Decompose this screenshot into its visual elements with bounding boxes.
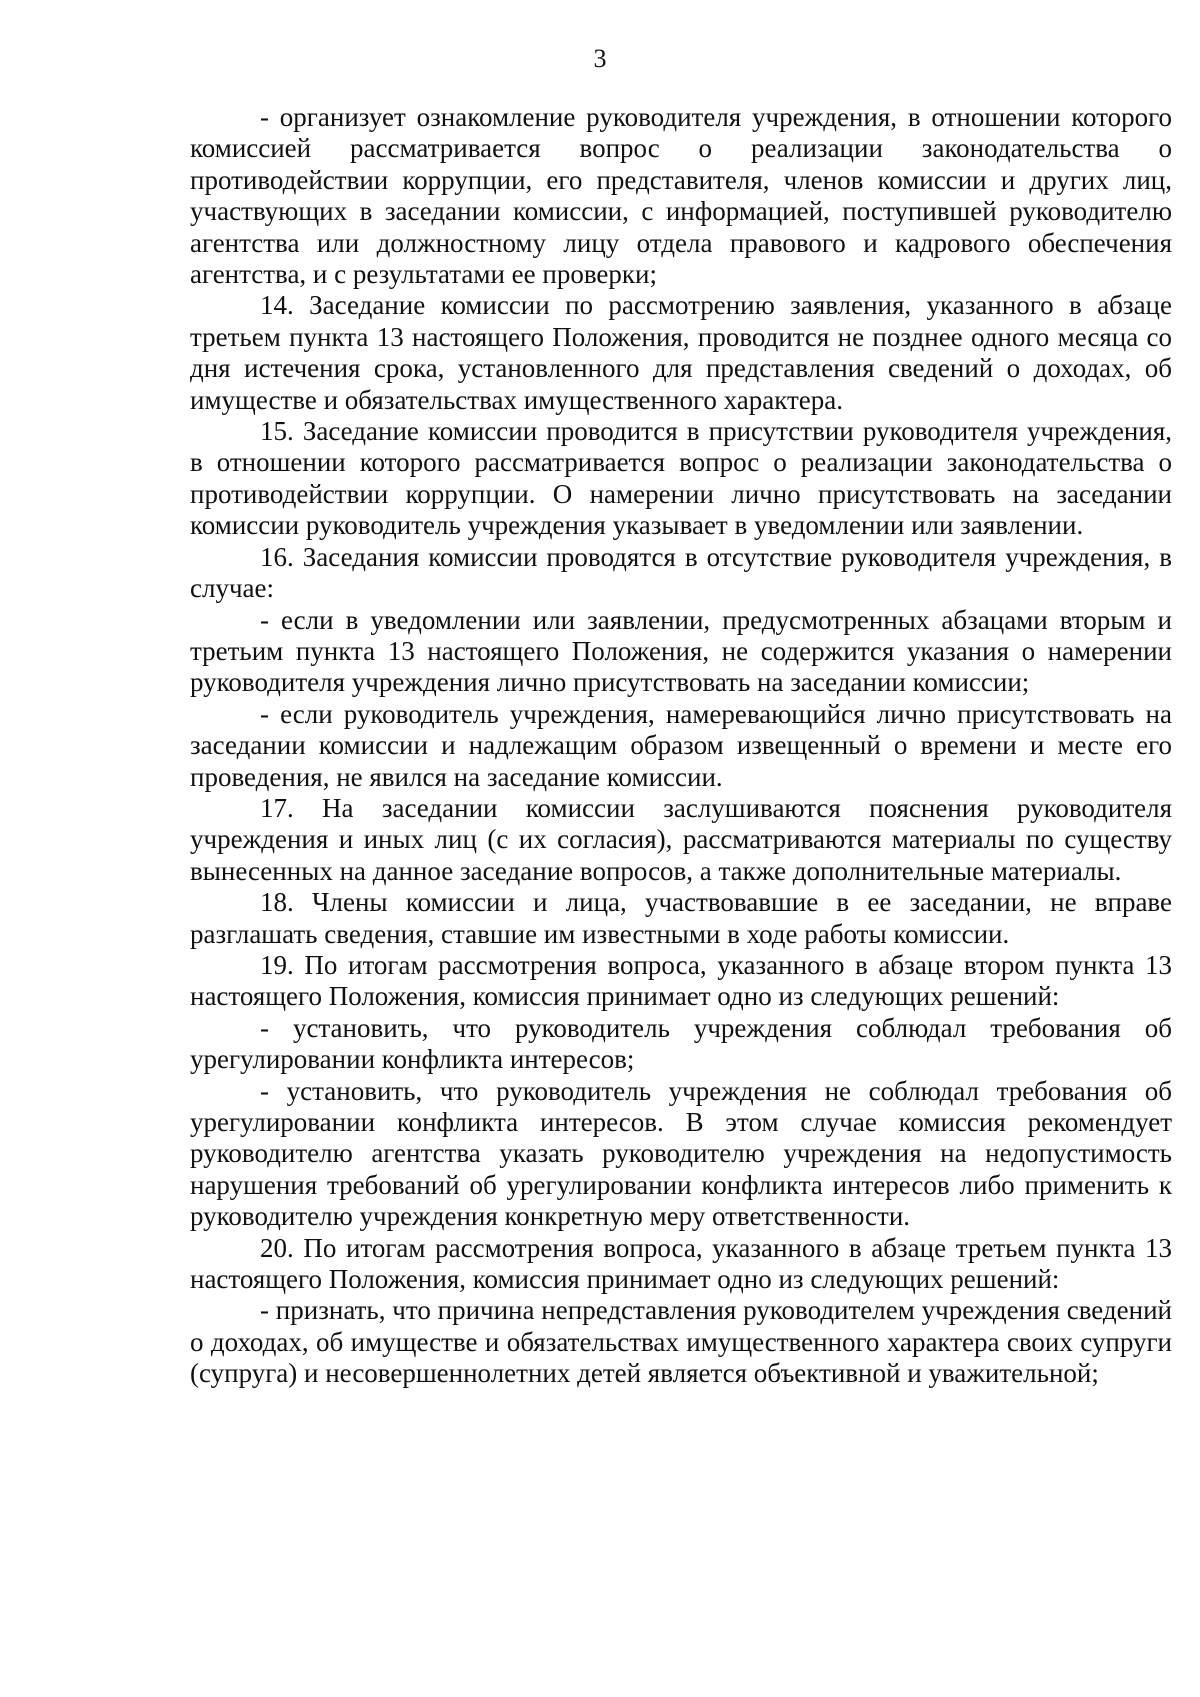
- paragraph-15: 15. Заседание комиссии проводится в присутствии руководителя учреждения, в отношении которого рассматривается вопрос о реализации законодательства о противодействии коррупции. О намерении лично присутствовать на заседании комиссии руководитель учреждения указывает в уведомлении или заявлении.: [190, 416, 1172, 541]
- paragraph-19-decision-1: - установить, что руководитель учреждения соблюдал требования об урегулировании конфликта интересов;: [190, 1012, 1172, 1075]
- document-body: [190, 102, 1172, 1390]
- paragraph-14: 14. Заседание комиссии по рассмотрению заявления, указанного в абзаце третьем пункта 13 настоящего Положения, проводится не позднее одного месяца со дня истечения срока, установленного для представления сведений о доходах, об имуществе и обязательствах имущественного характера.: [190, 290, 1172, 415]
- paragraph-18: 18. Члены комиссии и лица, участвовавшие в ее заседании, не вправе разглашать сведения, ставшие им известными в ходе работы комиссии.: [190, 887, 1172, 949]
- paragraph-16: 16. Заседания комиссии проводятся в отсутствие руководителя учреждения, в случае:: [190, 541, 1172, 604]
- paragraph-16-case-1: - если в уведомлении или заявлении, предусмотренных абзацами вторым и третьим пункта 13 настоящего Положения, не содержится указания о намерении руководителя учреждения лично присутствовать на заседании комиссии;: [190, 604, 1172, 698]
- paragraph-17: 17. На заседании комиссии заслушиваются пояснения руководителя учреждения и иных лиц (с их согласия), рассматриваются материалы по существу вынесенных на данное заседание вопросов, а также дополнительные материалы.: [190, 792, 1172, 886]
- paragraph-20-decision-1: - признать, что причина непредставления руководителем учреждения сведений о доходах, об имуществе и обязательствах имущественного характера своих супруги (супруга) и несовершеннолетних детей является объективной и уважительной;: [190, 1295, 1172, 1389]
- paragraph-19-decision-2: - установить, что руководитель учреждения не соблюдал требования об урегулировании конфликта интересов. В этом случае комиссия рекомендует руководителю агентства указать руководителю учреждения на недопустимость нарушения требований об урегулировании конфликта интересов либо применить к руководителю учреждения конкретную меру ответственности.: [190, 1075, 1172, 1232]
- paragraph-19: 19. По итогам рассмотрения вопроса, указанного в абзаце втором пункта 13 настоящего Положения, комиссия принимает одно из следующих решений:: [190, 949, 1172, 1012]
- paragraph-16-case-2: - если руководитель учреждения, намеревающийся лично присутствовать на заседании комиссии и надлежащим образом извещенный о времени и месте его проведения, не явился на заседание комиссии.: [190, 698, 1172, 792]
- page-number: 3: [593, 44, 607, 73]
- paragraph-20: 20. По итогам рассмотрения вопроса, указанного в абзаце третьем пункта 13 настоящего Положения, комиссия принимает одно из следующих решений:: [190, 1232, 1172, 1295]
- paragraph-familiarization: - организует ознакомление руководителя учреждения, в отношении которого комиссией рассматривается вопрос о реализации законодательства о противодействии коррупции, его представителя, членов комиссии и других лиц, участвующих в заседании комиссии, с информацией, поступившей руководителю агентства или должностному лицу отдела правового и кадрового обеспечения агентства, и с результатами ее проверки;: [190, 102, 1172, 290]
